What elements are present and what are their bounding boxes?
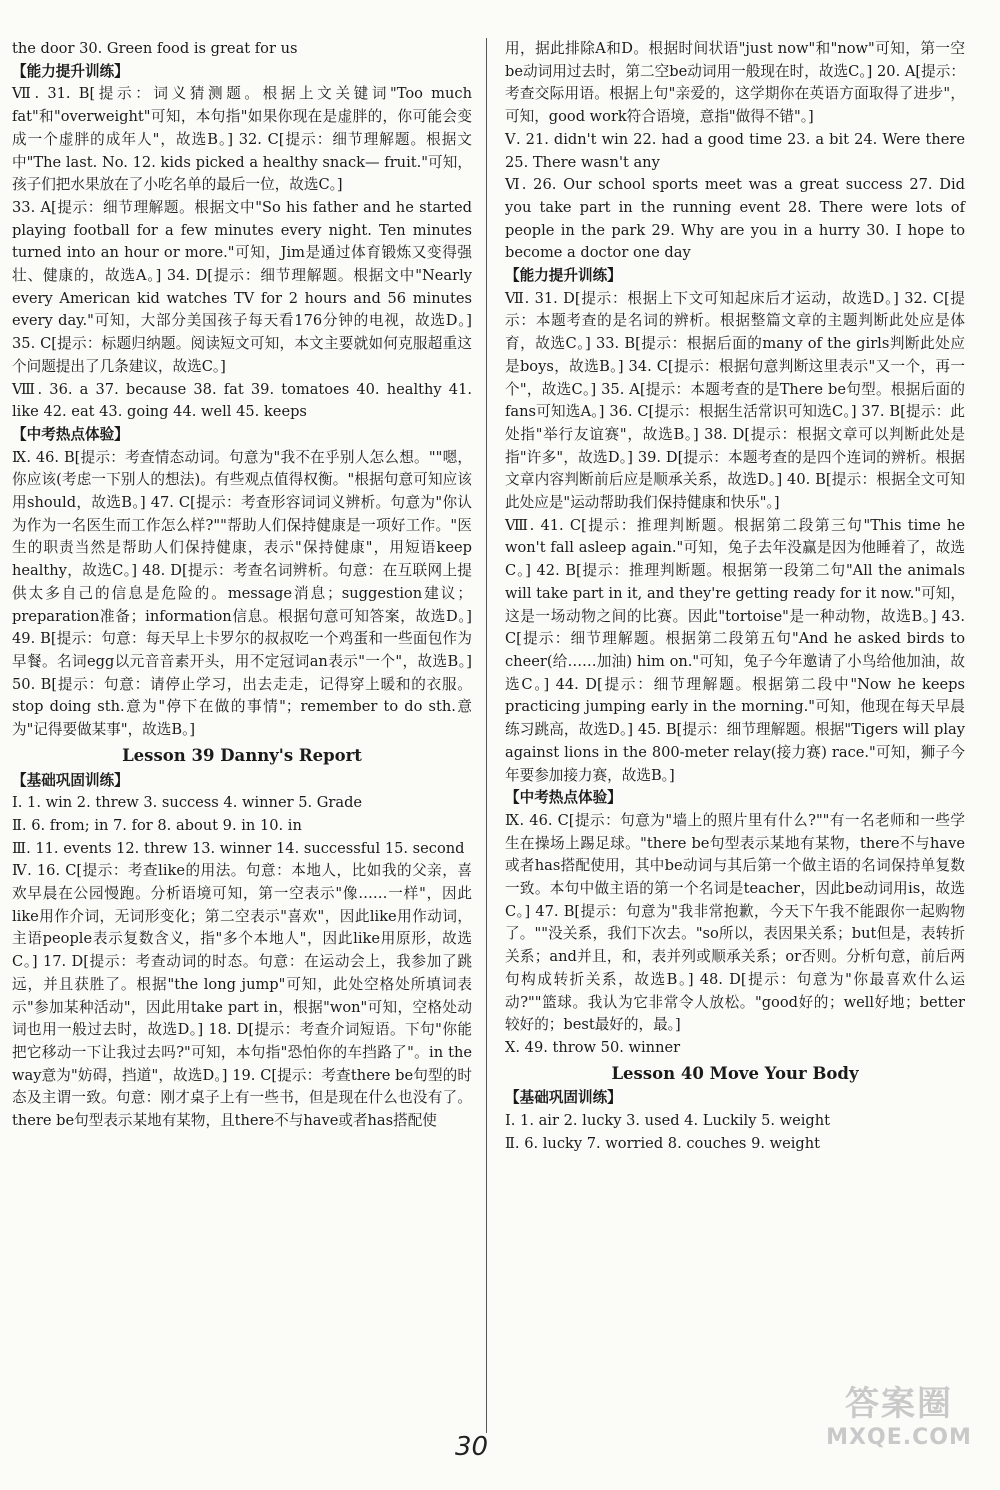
section-heading: 【能力提升训练】 [505, 267, 622, 285]
section-heading: 【能力提升训练】 [12, 62, 129, 80]
answer-paragraph: 33. A[提示：细节理解题。根据文中"So his father and he started playing football for a few minutes every night. Ten minutes turned into an hour or more."可知，Jim是通过体育锻炼又变得强壮、健康的，故选A。] 34. D[提示：细节理解题。根据文中"Nearly every American kid watches TV for 2 hours and 56 minutes every day."可知，大部分美国孩子每天看176分钟的电视，故选D。] 35. C[提示：标题归纳题。阅读短文可知，本文主要就如何克服超重这个问题提出了几条建议，故选C。] [12, 198, 472, 375]
left-column [12, 38, 472, 1133]
watermark-url: MXQE.COM [826, 1425, 972, 1450]
answer-paragraph: Ⅸ. 46. B[提示：考查情态动词。句意为"我不在乎别人怎么想。""嗯，你应该(考虑一下别人的想法)。有些观点值得权衡。"根据句意可知应该用should，故选B。] 47. C[提示：考查形容词词义辨析。句意为"你认为作为一名医生而工作怎么样?""帮助人们保持健康是一项好工作。"医生的职责当然是帮助人们保持健康，表示"保持健康"，用短语keep healthy，故选C。] 48. D[提示：考查名词辨析。句意：在互联网上提供太多自己的信息是危险的。message消息；suggestion建议；preparation准备；information信息。根据句意可知答案，故选D。] 49. B[提示：句意：每天早上卡罗尔的叔叔吃一个鸡蛋和一些面包作为早餐。名词egg以元音音素开头，用不定冠词an表示"一个"，故选B。] 50. B[提示：句意：请停止学习，出去走走，记得穿上暖和的衣服。stop doing sth.意为"停下在做的事情"；remember to do sth.意为"记得要做某事"，故选B。] [12, 448, 472, 739]
answer-paragraph: Ⅵ. 26. Our school sports meet was a great success 27. Did you take part in the running event 28. There were lots of people in the park 29. Why are you in a hurry 30. I hope to become a doctor one day [505, 176, 965, 262]
lesson-title: Lesson 39 Danny's Report [122, 745, 362, 765]
answer-paragraph: Ⅱ. 6. lucky 7. worried 8. couches 9. weight [505, 1134, 821, 1152]
section-heading: 【基础巩固训练】 [12, 771, 129, 789]
answer-paragraph: Ⅶ. 31. B[提示：词义猜测题。根据上文关键词"Too much fat"和"overweight"可知，本句指"如果你现在是虚胖的，你可能会变成一个虚胖的成年人"，故选B。] 32. C[提示：细节理解题。根据文中"The last. No. 12. kids picked a healthy snack— fruit."可知，孩子们把水果放在了小吃名单的最后一位，故选C。] [12, 85, 472, 194]
answer-paragraph: Ⅹ. 49. throw 50. winner [505, 1038, 681, 1056]
answer-paragraph: Ⅷ. 41. C[提示：推理判断题。根据第二段第三句"This time he won't fall asleep again."可知，兔子去年没赢是因为他睡着了，故选C。] 42. B[提示：推理判断题。根据第一段第二句"All the animals will take part in it, and they're getting ready for it now."可知，这是一场动物之间的比赛。因此"tortoise"是一种动物，故选B。] 43. C[提示：细节理解题。根据第二段第五句"And he asked birds to cheer(给……加油) him on."可知，兔子今年邀请了小鸟给他加油，故选C。] 44. D[提示：细节理解题。根据第二段中"Now he keeps practicing jumping early in the morning."可知，他现在每天早晨练习跳高，故选D。] 45. B[提示：细节理解题。根据"Tigers will play against lions in the 800-meter relay(接力赛) race."可知，狮子今年要参加接力赛，故选B。] [505, 516, 965, 784]
answer-paragraph: Ⅱ. 6. from; in 7. for 8. about 9. in 10. in [12, 816, 302, 834]
answer-paragraph: Ⅰ. 1. win 2. threw 3. success 4. winner 5. Grade [12, 794, 363, 812]
answer-paragraph: Ⅶ. 31. D[提示：根据上下文可知起床后才运动，故选D。] 32. C[提示：本题考查的是名词的辨析。根据整篇文章的主题判断此处应是体育，故选C。] 33. B[提示：根据后面的many of the girls判断此处应是boys，故选B。] 34. C[提示：根据句意判断这里表示"又一个，再一个"，故选C。] 35. A[提示：本题考查的是There be句型。根据后面的fans可知选A。] 36. C[提示：根据生活常识可知选C。] 37. B[提示：此处指"举行友谊赛"，故选B。] 38. D[提示：根据文章可以判断此处是指"许多"，故选D。] 39. D[提示：本题考查的是四个连词的辨析。根据文章内容判断前后应是顺承关系，故选D。] 40. B[提示：根据全文可知此处应是"运动帮助我们保持健康和快乐"。] [505, 289, 965, 512]
section-heading: 【中考热点体验】 [12, 425, 129, 443]
column-divider [486, 38, 487, 1433]
watermark [814, 1376, 984, 1466]
watermark-logo: 答案圈 [845, 1384, 953, 1424]
answer-paragraph: Ⅰ. 1. air 2. lucky 3. used 4. Luckily 5. weight [505, 1112, 831, 1130]
lesson-title: Lesson 40 Move Your Body [611, 1063, 859, 1083]
answer-paragraph: 用，据此排除A和D。根据时间状语"just now"和"now"可知，第一空be动词用过去时，第二空be动词用一般现在时，故选C。] 20. A[提示：考查交际用语。根据上句"亲爱的，这学期你在英语方面取得了进步"，可知，good work符合语境，意指"做得不错"。] [505, 40, 965, 126]
right-column [505, 38, 965, 1155]
answer-paragraph: the door 30. Green food is great for us [12, 40, 298, 57]
answer-paragraph: Ⅴ. 21. didn't win 22. had a good time 23. a bit 24. Were there 25. There wasn't any [505, 130, 965, 171]
page-number: 30 [455, 1432, 489, 1462]
section-heading: 【基础巩固训练】 [505, 1089, 622, 1107]
section-heading: 【中考热点体验】 [505, 789, 622, 807]
answer-paragraph: Ⅸ. 46. C[提示：句意为"墙上的照片里有什么?""有一名老师和一些学生在操场上踢足球。"there be句型表示某地有某物，there不与have或者has搭配使用，其中be动词与其后第一个做主语的名词保持单复数一致。本句中做主语的第一个名词是teacher，因此be动词用is，故选C。] 47. B[提示：句意为"我非常抱歉，今天下午我不能跟你一起购物了。""没关系，我们下次去。"so所以，表因果关系；but但是，表转折关系；and并且，和，表并列或顺承关系；or否则。分析句意，前后两句构成转折关系，故选B。] 48. D[提示：句意为"你最喜欢什么运动?""篮球。我认为它非常令人放松。"good好的；well好地；better较好的；best最好的，最。] [505, 811, 965, 1034]
answer-paragraph: Ⅳ. 16. C[提示：考查like的用法。句意：本地人，比如我的父亲，喜欢早晨在公园慢跑。分析语境可知，第一空表示"像……一样"，因此like用作介词，无词形变化；第二空表示"喜欢"，因此like用作动词，主语people表示复数含义，指"多个本地人"，因此like用原形，故选C。] 17. D[提示：考查动词的时态。句意：在运动会上，我参加了跳远，并且获胜了。根据"the long jump"可知，此处空格处所填词表示"参加某种活动"，因此用take part in，根据"won"可知，空格处动词也用一般过去时，故选D。] 18. D[提示：考查介词短语。下句"你能把它移动一下让我过去吗?"可知，本句指"恐怕你的车挡路了"。in the way意为"妨碍，挡道"，故选D。] 19. C[提示：考查there be句型的时态及主谓一致。句意：刚才桌子上有一些书，但是现在什么也没有了。there be句型表示某地有某物，且there不与have或者has搭配使 [12, 862, 472, 1130]
answer-paragraph: Ⅷ. 36. a 37. because 38. fat 39. tomatoes 40. healthy 41. like 42. eat 43. going 44. well 45. keeps [12, 380, 472, 421]
answer-paragraph: Ⅲ. 11. events 12. threw 13. winner 14. successful 15. second [12, 839, 465, 857]
